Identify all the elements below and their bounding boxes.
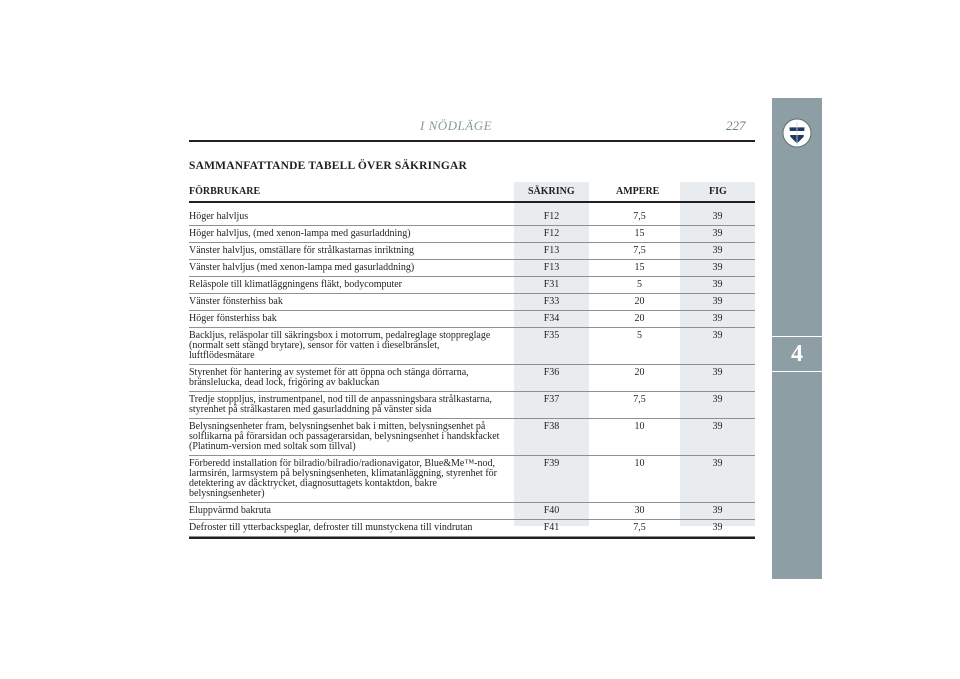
table-row (189, 311, 755, 328)
ampere-cell: 10 (634, 458, 645, 469)
table-row (189, 294, 755, 311)
ampere-cell: 15 (634, 228, 645, 239)
column-header-fuse: SÄKRING (528, 186, 575, 197)
ampere-cell: 30 (634, 505, 645, 516)
ampere-cell: 15 (634, 262, 645, 273)
table-row (189, 209, 755, 226)
table-body (189, 209, 755, 537)
table-row (189, 243, 755, 260)
fuse-cell: F12 (543, 211, 560, 222)
fuse-cell: F34 (543, 313, 560, 324)
table-row (189, 419, 755, 456)
fig-cell: 39 (712, 296, 723, 307)
chapter-number: 4 (791, 341, 803, 367)
consumer-cell: Backljus, reläspolar till säkringsbox i motorrum, pedalreglage stoppreglage (normalt sett stängd brytare), sensor för vatten i dieselbränslet, luftflödesmätare (189, 330, 491, 361)
consumer-cell: Höger halvljus, (med xenon-lampa med gasurladdning) (189, 228, 411, 239)
fuse-cell: F31 (543, 279, 560, 290)
fig-cell: 39 (712, 245, 723, 256)
consumer-cell: Styrenhet för hantering av systemet för att öppna och stänga dörrarna, bränslelucka, dead lock, frigöring av bakluckan (189, 367, 469, 388)
table-bottom-rule (189, 537, 755, 539)
consumer-cell: Förberedd installation för bilradio/bilradio/radionavigator, Blue&Me™-nod, larmsirén, larmsystem på belysningsenheten, klimatanläggning, styrenhet för detektering av däcktrycket, diagnosuttagets kontaktdon, bakre belysningsenheter) (189, 458, 497, 499)
fuse-cell: F13 (543, 262, 560, 273)
consumer-cell: Tredje stoppljus, instrumentpanel, nod till de anpassningsbara strålkastarna, styrenhet på strålkastaren med gasurladdning på vänster sida (189, 394, 492, 415)
column-header-fig: FIG (709, 186, 727, 197)
fuse-cell: F12 (543, 228, 560, 239)
header-title: I NÖDLÄGE (420, 118, 493, 133)
table-row (189, 503, 755, 520)
table-row (189, 328, 755, 365)
consumer-cell: Reläspole till klimatläggningens fläkt, bodycomputer (189, 279, 403, 290)
ampere-cell: 7,5 (633, 394, 646, 405)
ampere-cell: 7,5 (633, 245, 646, 256)
ampere-cell: 20 (634, 313, 645, 324)
consumer-cell: Defroster till ytterbackspeglar, defroster till munstyckena till vindrutan (189, 522, 473, 533)
consumer-cell: Höger fönsterhiss bak (189, 313, 277, 324)
tab-divider (772, 336, 822, 337)
fig-cell: 39 (712, 421, 723, 432)
fuse-cell: F33 (543, 296, 560, 307)
lancia-shield-icon (782, 118, 812, 148)
consumer-cell: Höger halvljus (189, 211, 249, 222)
tab-divider (772, 371, 822, 372)
table-row (189, 260, 755, 277)
table-row (189, 226, 755, 243)
section-title: SAMMANFATTANDE TABELL ÖVER SÄKRINGAR (189, 160, 468, 172)
consumer-cell: Vänster fönsterhiss bak (189, 296, 283, 307)
fuse-cell: F13 (543, 245, 560, 256)
table-row (189, 456, 755, 503)
fig-cell: 39 (712, 367, 723, 378)
fuse-table (189, 182, 755, 539)
column-header-consumer: FÖRBRUKARE (189, 186, 261, 197)
fuse-cell: F41 (543, 522, 560, 533)
fig-cell: 39 (712, 228, 723, 239)
fuse-cell: F36 (543, 367, 560, 378)
consumer-cell: Belysningsenheter fram, belysningsenhet bak i mitten, belysningsenhet på solflikarna på förarsidan och passagerarsidan, belysningsenhet i handskfacket (Platinum-version med soltak som tillval) (189, 421, 500, 452)
ampere-cell: 20 (634, 367, 645, 378)
fig-cell: 39 (712, 458, 723, 469)
fuse-cell: F38 (543, 421, 560, 432)
ampere-cell: 5 (637, 279, 642, 290)
fig-cell: 39 (712, 330, 723, 341)
ampere-cell: 20 (634, 296, 645, 307)
page-number: 227 (726, 118, 746, 133)
fig-cell: 39 (712, 394, 723, 405)
table-row (189, 365, 755, 392)
header-rule (189, 140, 755, 142)
column-header-ampere: AMPERE (616, 186, 660, 197)
fig-cell: 39 (712, 313, 723, 324)
ampere-cell: 7,5 (633, 522, 646, 533)
fuse-cell: F37 (543, 394, 560, 405)
table-row (189, 392, 755, 419)
table-header (189, 182, 755, 201)
fig-cell: 39 (712, 211, 723, 222)
consumer-cell: Vänster halvljus, omställare för strålkastarnas inriktning (189, 245, 414, 256)
fig-cell: 39 (712, 279, 723, 290)
fig-cell: 39 (712, 522, 723, 533)
table-row (189, 520, 755, 537)
consumer-cell: Vänster halvljus (med xenon-lampa med gasurladdning) (189, 262, 415, 273)
ampere-cell: 5 (637, 330, 642, 341)
table-row (189, 277, 755, 294)
fig-cell: 39 (712, 262, 723, 273)
fuse-cell: F39 (543, 458, 560, 469)
fuse-cell: F40 (543, 505, 560, 516)
table-header-rule (189, 201, 755, 203)
consumer-cell: Eluppvärmd bakruta (189, 505, 271, 516)
ampere-cell: 10 (634, 421, 645, 432)
fuse-cell: F35 (543, 330, 560, 341)
fig-cell: 39 (712, 505, 723, 516)
ampere-cell: 7,5 (633, 211, 646, 222)
